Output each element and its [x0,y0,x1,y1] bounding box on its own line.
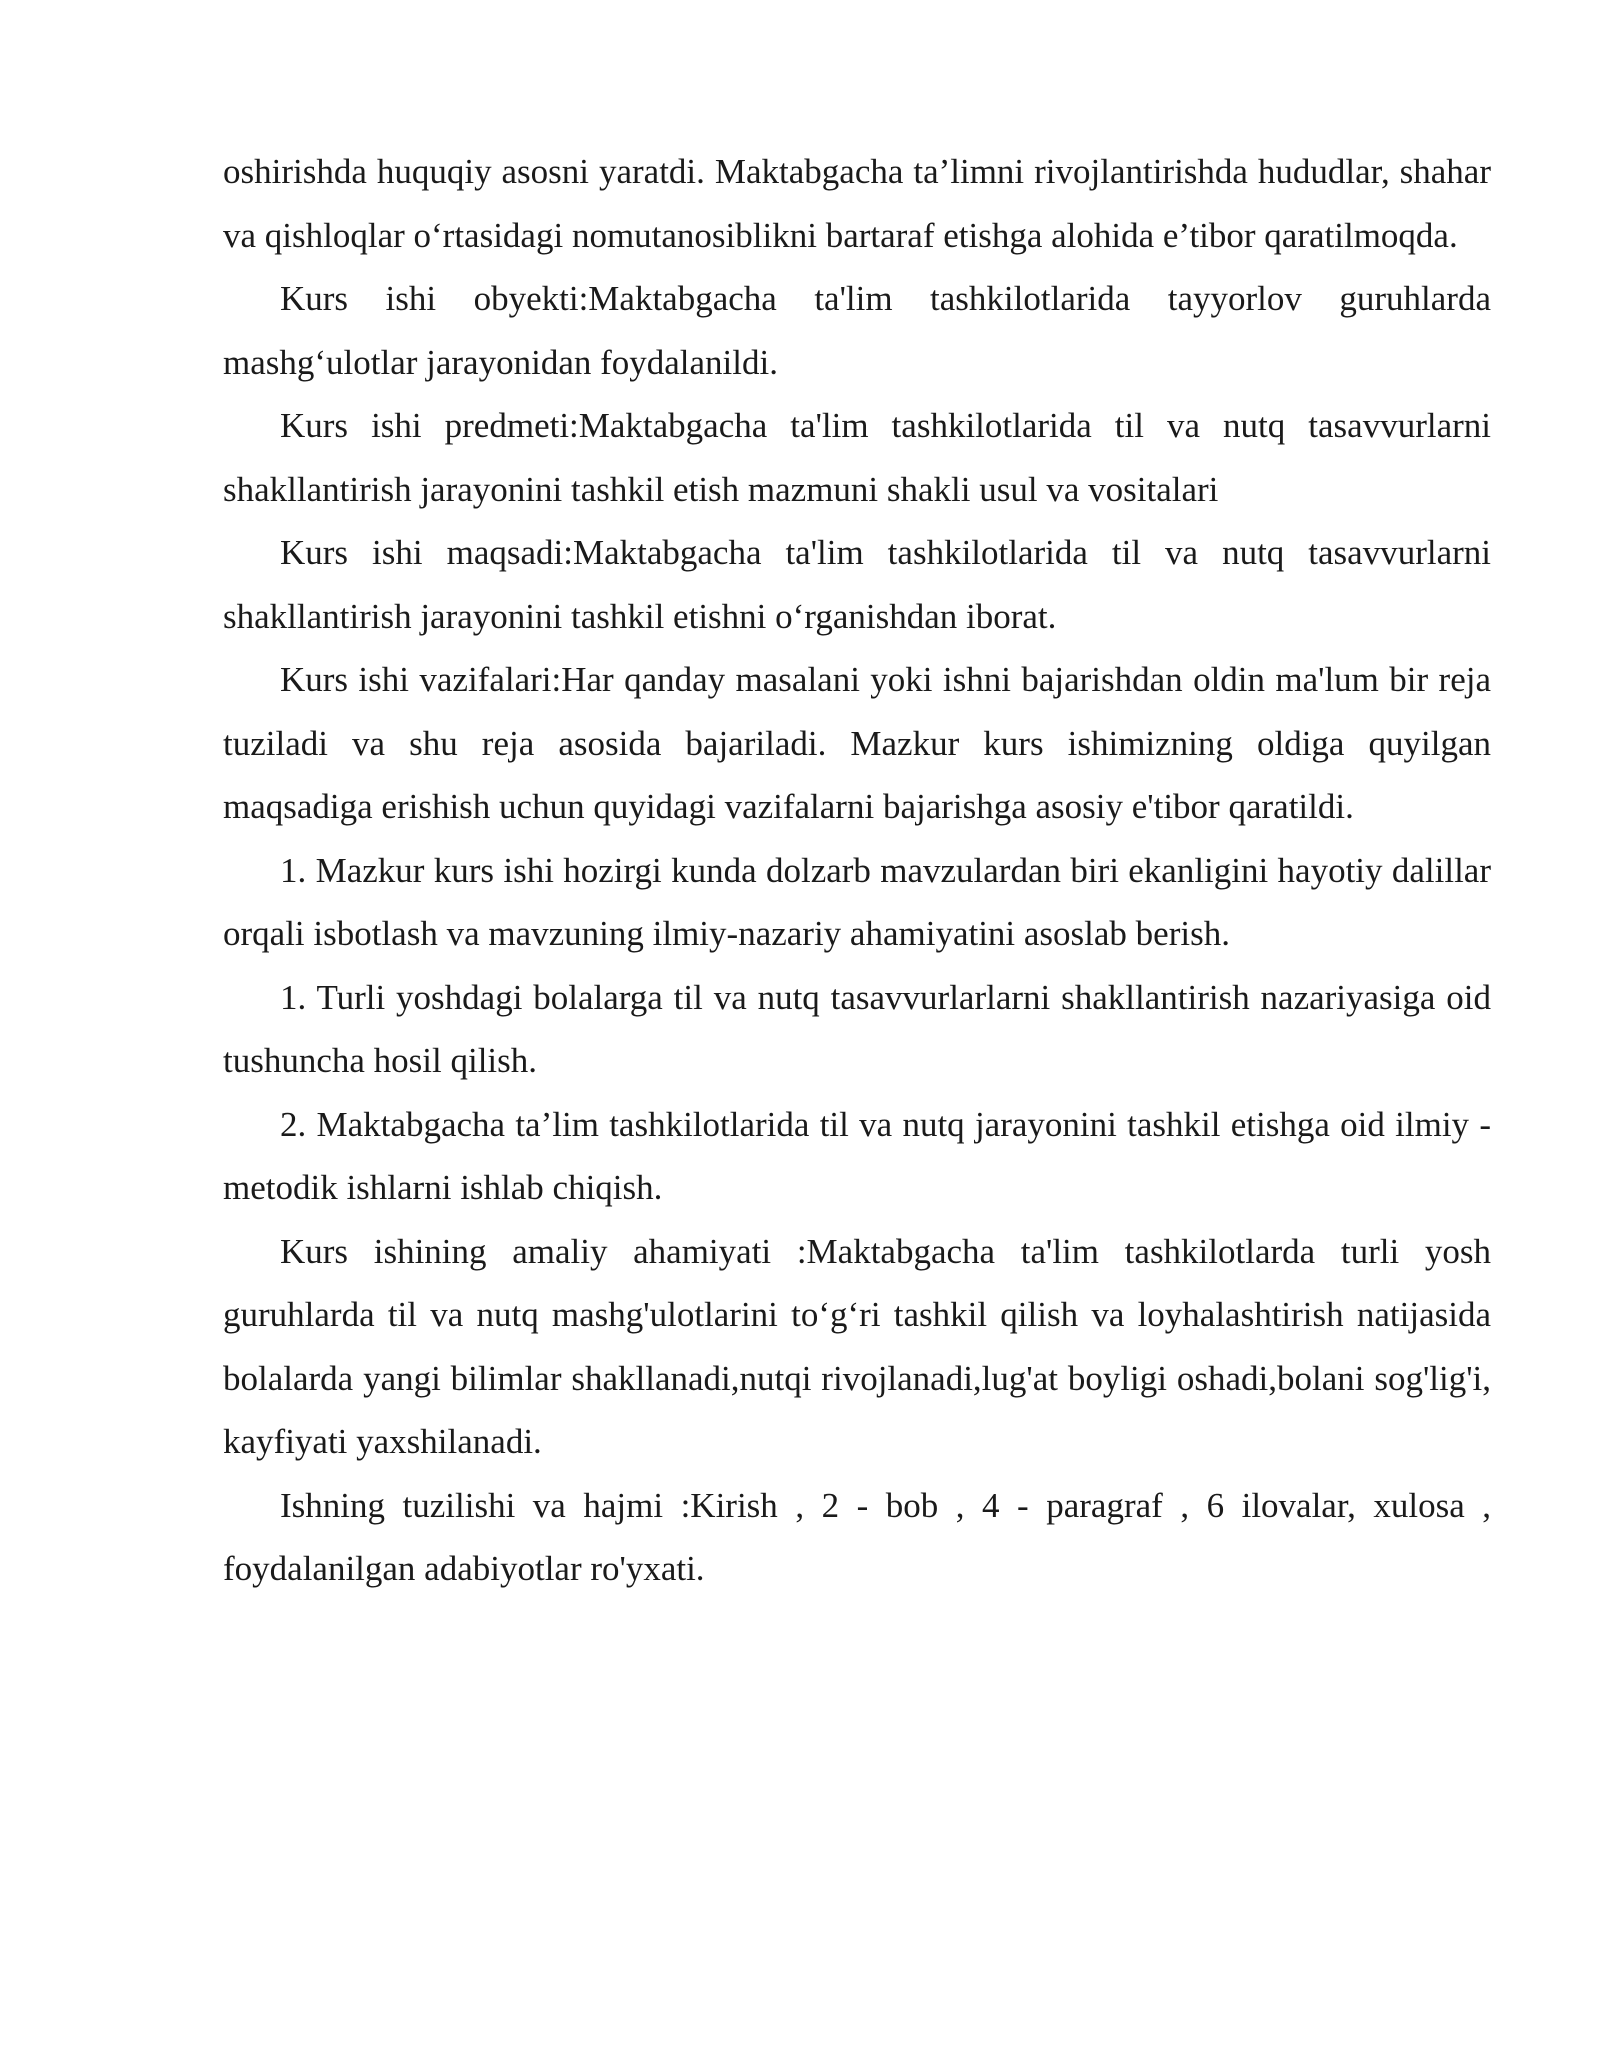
paragraph-kurs-ishi-predmeti: Kurs ishi predmeti:Maktabgacha ta'lim tashkilotlarida til va nutq tasavvurlarni shakllantirish jarayonini tashkil etish mazmuni shakli usul va vositalari [223,406,1491,509]
paragraph-task-2: 2. Maktabgacha ta’lim tashkilotlarida til va nutq jarayonini tashkil etishga oid ilmiy - metodik ishlarni ishlab chiqish. [223,1104,1491,1207]
paragraph-task-1b: 1. Turli yoshdagi bolalarga til va nutq tasavvurlarlarni shakllantirish nazariyasiga oid tushuncha hosil qilish. [223,977,1491,1080]
paragraph-kurs-ishi-obyekti: Kurs ishi obyekti:Maktabgacha ta'lim tashkilotlarida tayyorlov guruhlarda mashg‘ulotlar jarayonidan foydalanildi. [223,279,1491,382]
paragraph-task-1a: 1. Mazkur kurs ishi hozirgi kunda dolzarb mavzulardan biri ekanligini hayotiy dalillar orqali isbotlash va mavzuning ilmiy-nazariy ahamiyatini asoslab berish. [223,850,1491,953]
document-body [223,140,1491,1601]
paragraph-tuzilishi-hajmi: Ishning tuzilishi va hajmi :Kirish , 2 - bob , 4 - paragraf , 6 ilovalar, xulosa , foydalanilgan adabiyotlar ro'yxati. [223,1485,1491,1588]
paragraph-kurs-ishi-maqsadi: Kurs ishi maqsadi:Maktabgacha ta'lim tashkilotlarida til va nutq tasavvurlarni shakllantirish jarayonini tashkil etishni o‘rganishdan iborat. [223,533,1491,636]
paragraph-kurs-ishi-vazifalari: Kurs ishi vazifalari:Har qanday masalani yoki ishni bajarishdan oldin ma'lum bir reja tuziladi va shu reja asosida bajariladi. Mazkur kurs ishimizning oldiga quyilgan maqsadiga erishish uchun quyidagi vazifalarni bajarishga asosiy e'tibor qaratildi. [223,660,1491,826]
paragraph-amaliy-ahamiyati: Kurs ishining amaliy ahamiyati :Maktabgacha ta'lim tashkilotlarda turli yosh guruhlarda til va nutq mashg'ulotlarini to‘g‘ri tashkil qilish va loyhalashtirish natijasida bolalarda yangi bilimlar shakllanadi,nutqi rivojlanadi,lug'at boyligi oshadi,bolani sog'lig'i, kayfiyati yaxshilanadi. [223,1231,1491,1461]
paragraph-continuation: oshirishda huquqiy asosni yaratdi. Maktabgacha ta’limni rivojlantirishda hududlar, shahar va qishloqlar o‘rtasidagi nomutanosiblikni bartaraf etishga alohida e’tibor qaratilmoqda. [223,152,1491,255]
